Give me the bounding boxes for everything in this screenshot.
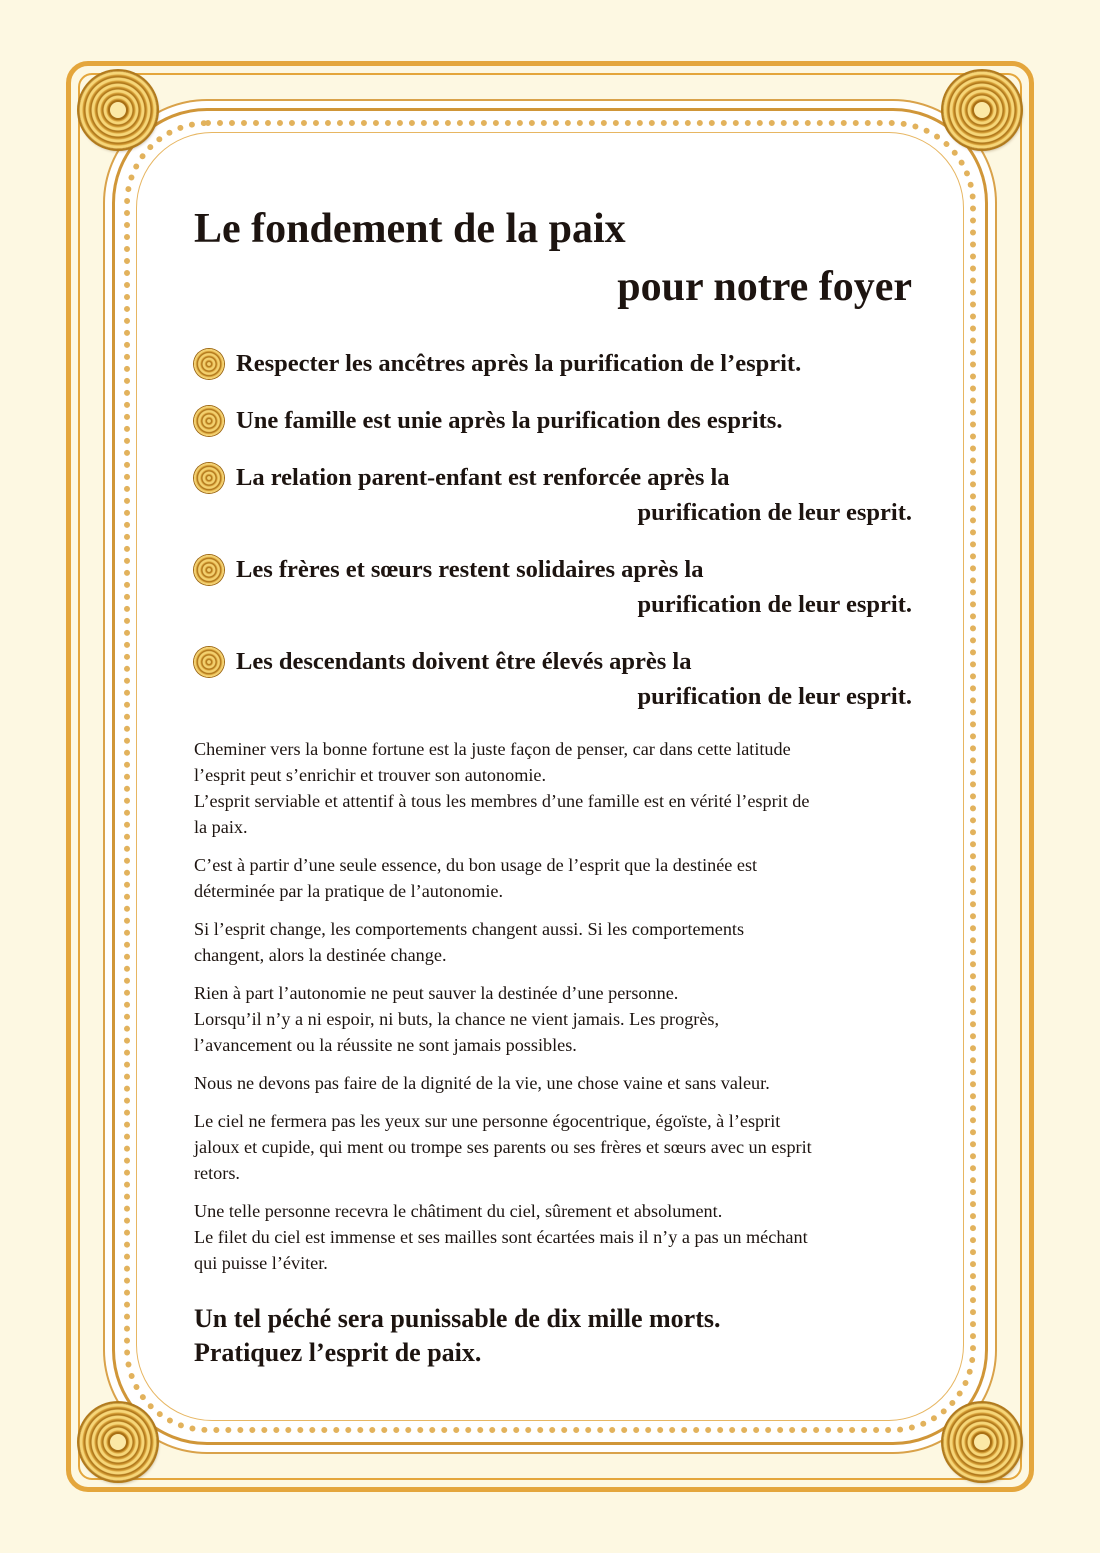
paragraph-line: déterminée par la pratique de l’autonomie. xyxy=(194,881,504,901)
principles-list xyxy=(194,346,912,714)
paragraph xyxy=(194,1108,912,1186)
bullet-text: La relation parent-enfant est renforcée après la xyxy=(236,464,730,491)
list-item xyxy=(194,403,912,438)
paragraph-line: retors. xyxy=(194,1163,240,1183)
closing-line-2: Pratiquez l’esprit de paix. xyxy=(194,1338,482,1367)
paragraph xyxy=(194,916,912,968)
paragraph-line: Nous ne devons pas faire de la dignité de la vie, une chose vaine et sans valeur. xyxy=(194,1073,770,1093)
body-text xyxy=(194,736,912,1276)
gold-medallion-icon xyxy=(194,406,224,436)
paragraph-line: la paix. xyxy=(194,817,248,837)
gold-medallion-icon xyxy=(194,349,224,379)
gold-medallion-icon xyxy=(194,555,224,585)
bullet-text-continued: purification de leur esprit. xyxy=(637,591,912,618)
bullet-text-continued: purification de leur esprit. xyxy=(637,683,912,710)
paragraph-line: Une telle personne recevra le châtiment du ciel, sûrement et absolument. xyxy=(194,1201,723,1221)
paragraph-line: Lorsqu’il n’y a ni espoir, ni buts, la chance ne vient jamais. Les progrès, xyxy=(194,1009,720,1029)
gold-medallion-icon xyxy=(194,463,224,493)
list-item xyxy=(194,460,912,530)
paragraph-line: qui puisse l’éviter. xyxy=(194,1253,328,1273)
closing-line-1: Un tel péché sera punissable de dix mille morts. xyxy=(194,1304,721,1333)
document-content xyxy=(194,200,912,1370)
paragraph xyxy=(194,736,912,840)
paragraph-line: changent, alors la destinée change. xyxy=(194,945,447,965)
bullet-text-continued: purification de leur esprit. xyxy=(637,499,912,526)
list-item xyxy=(194,644,912,714)
corner-medallion-icon xyxy=(79,1403,157,1481)
paragraph-line: L’esprit serviable et attentif à tous les membres d’une famille est en vérité l’esprit de xyxy=(194,791,810,811)
paragraph-line: Le filet du ciel est immense et ses mailles sont écartées mais il n’y a pas un méchant xyxy=(194,1227,808,1247)
paragraph-line: Le ciel ne fermera pas les yeux sur une personne égocentrique, égoïste, à l’esprit xyxy=(194,1111,781,1131)
list-item xyxy=(194,552,912,622)
paragraph-line: Rien à part l’autonomie ne peut sauver la destinée d’une personne. xyxy=(194,983,679,1003)
page-title xyxy=(194,200,912,316)
bullet-text: Les frères et sœurs restent solidaires après la xyxy=(236,556,704,583)
title-line-2: pour notre foyer xyxy=(617,264,912,310)
paragraph-line: l’avancement ou la réussite ne sont jamais possibles. xyxy=(194,1035,577,1055)
paragraph-line: jaloux et cupide, qui ment ou trompe ses parents ou ses frères et sœurs avec un esprit xyxy=(194,1137,812,1157)
bullet-text: Les descendants doivent être élevés après la xyxy=(236,648,692,675)
paragraph xyxy=(194,1070,912,1096)
corner-medallion-icon xyxy=(943,71,1021,149)
paragraph-line: Si l’esprit change, les comportements changent aussi. Si les comportements xyxy=(194,919,745,939)
bullet-text: Une famille est unie après la purification des esprits. xyxy=(236,407,783,434)
paragraph xyxy=(194,852,912,904)
gold-medallion-icon xyxy=(194,647,224,677)
paragraph xyxy=(194,1198,912,1276)
list-item xyxy=(194,346,912,381)
paragraph xyxy=(194,980,912,1058)
paragraph-line: l’esprit peut s’enrichir et trouver son autonomie. xyxy=(194,765,547,785)
paragraph-line: C’est à partir d’une seule essence, du bon usage de l’esprit que la destinée est xyxy=(194,855,758,875)
title-line-1: Le fondement de la paix xyxy=(194,206,626,252)
closing-statement xyxy=(194,1302,912,1370)
bullet-text: Respecter les ancêtres après la purification de l’esprit. xyxy=(236,350,802,377)
corner-medallion-icon xyxy=(943,1403,1021,1481)
corner-medallion-icon xyxy=(79,71,157,149)
paragraph-line: Cheminer vers la bonne fortune est la juste façon de penser, car dans cette latitude xyxy=(194,739,791,759)
